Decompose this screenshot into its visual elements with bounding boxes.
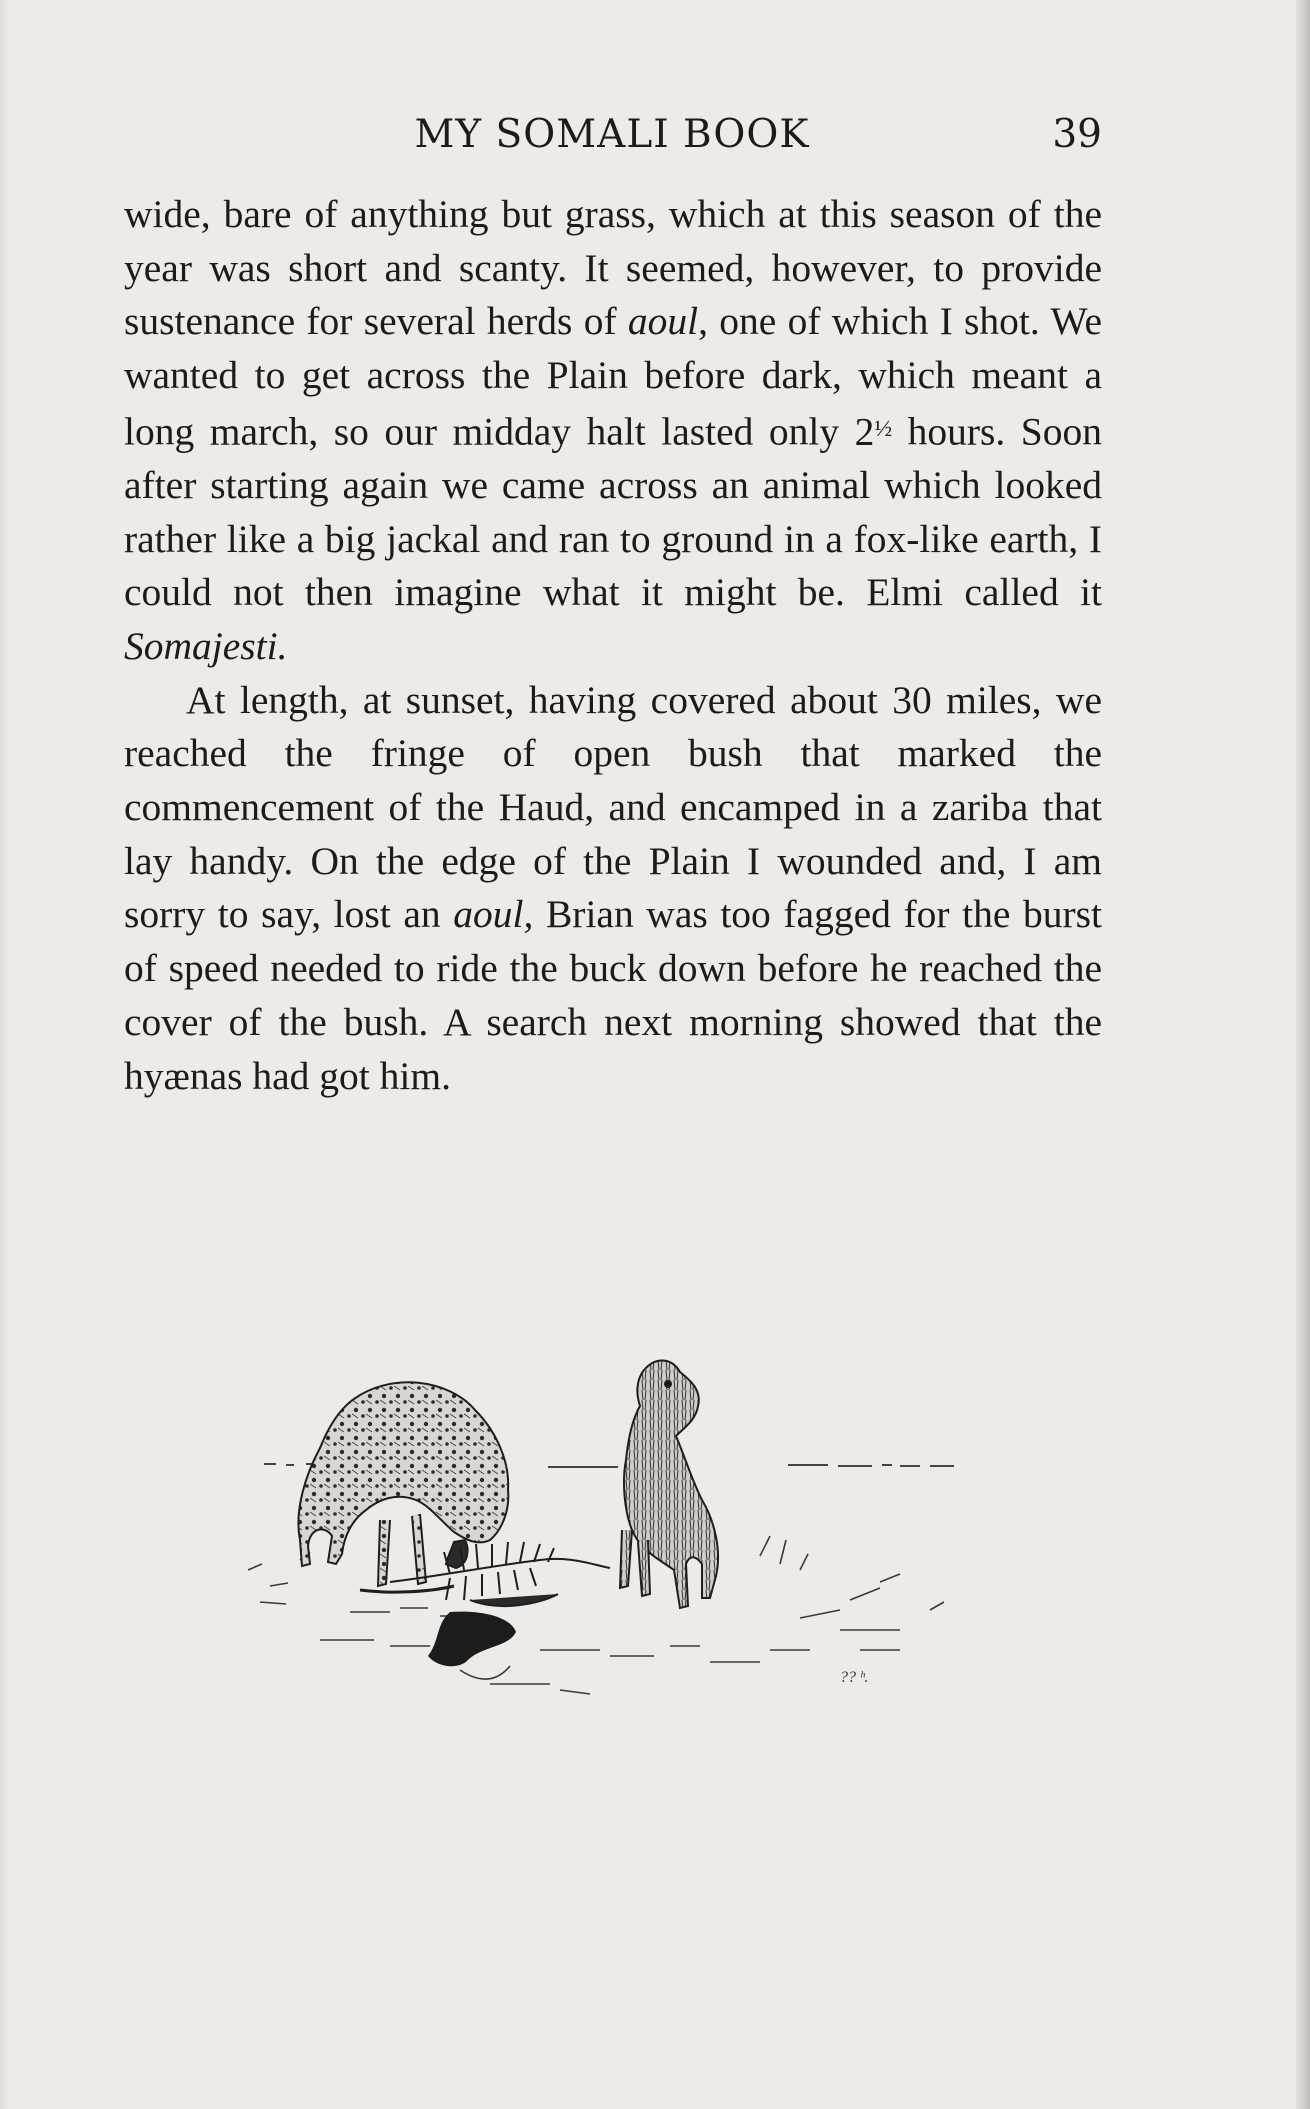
text-run: wide, bare of anything but grass, which at this season of the year was short and scanty. It seemed, however, to provide sustenance for several herds of xyxy=(124,192,1102,344)
paragraph-2 xyxy=(124,674,1102,1104)
fraction-half: ½ xyxy=(874,415,893,442)
carcass xyxy=(360,1542,610,1606)
italic-word-somajesti: Somajesti. xyxy=(124,623,288,668)
page-left-shadow xyxy=(0,0,8,2109)
text-run: Brian was too fagged for the burst of speed needed to ride the buck down before he reached the cover of the bush. A search next morning showed that the hyænas had got him. xyxy=(124,892,1102,1098)
italic-word-aoul: aoul xyxy=(627,299,699,344)
running-title: MY SOMALI BOOK xyxy=(414,112,810,157)
standing-hyena xyxy=(620,1360,718,1608)
hyenas-illustration xyxy=(240,1350,1000,1720)
text-run: , one of which I shot. We wanted to get across the Plain before dark, which meant a long march, so our midday halt lasted only 2 xyxy=(124,299,1102,454)
text-run: At length, at sunset, having covered about 30 miles, we reached the fringe of open bush that marked the commencement of the Haud, and encamped in a zariba that lay handy. On the edge of the Plain I wounded and, I am sorry to say, lost an xyxy=(124,677,1102,937)
paragraph-1 xyxy=(124,188,1102,674)
artist-mark: ?? ʰ. xyxy=(840,1669,869,1686)
blood-stain xyxy=(428,1612,516,1667)
running-head xyxy=(122,112,1102,160)
page-right-edge xyxy=(1296,0,1310,2109)
page-number: 39 xyxy=(1052,112,1102,157)
text-run: hours. Soon after starting again we came across an animal which looked rather like a big jackal and ran to ground in a fox-like earth, I could not then imagine what it might be. Elmi called it xyxy=(124,409,1103,615)
italic-word-aoul: aoul, xyxy=(453,892,534,937)
body-text xyxy=(124,188,1102,1103)
